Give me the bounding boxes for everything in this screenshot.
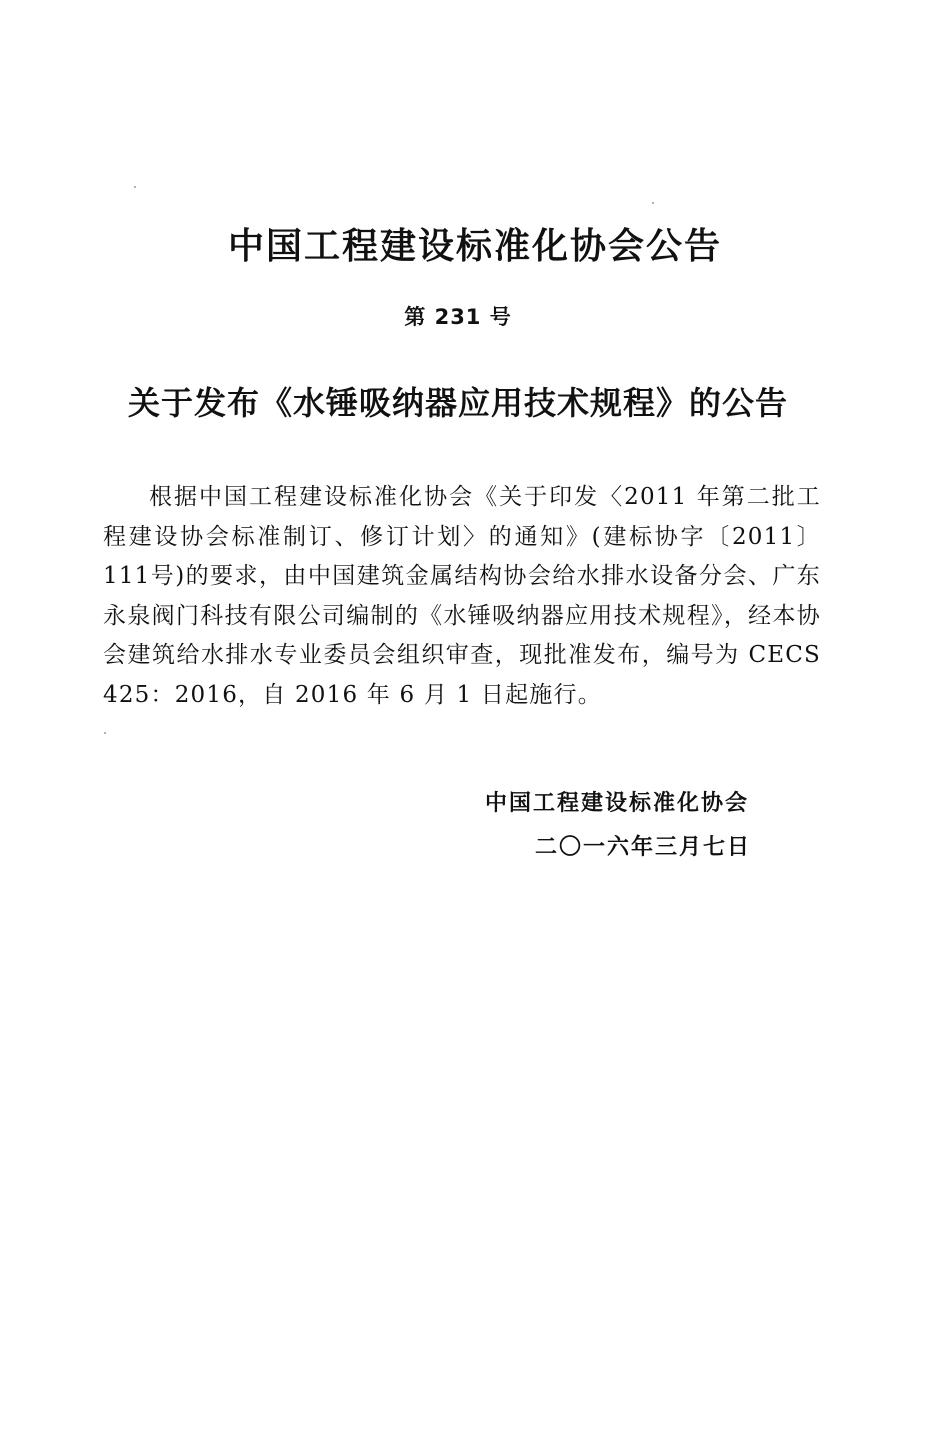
notice-number: 第 231 号 — [404, 305, 512, 329]
page-title: 中国工程建设标准化协会公告 — [227, 226, 722, 267]
scan-speck — [652, 202, 654, 204]
signature-date: 二〇一六年三月七日 — [535, 835, 752, 860]
notice-body: 根据中国工程建设标准化协会《关于印发〈2011 年第二批工程建设协会标准制订、修订计划〉的通知》(建标协字〔2011〕111号)的要求，由中国建筑金属结构协会给水排水设备分会、广东永泉阀门科技有限公司编制的《水锤吸纳器应用技术规程》，经本协会建筑给水排水专业委员会组织审查，现批准发布，编号为 CECS 425：2016，自 2016 年 6 月 1 日起施行。 — [103, 484, 821, 708]
notice-subject: 关于发布《水锤吸纳器应用技术规程》的公告 — [127, 384, 788, 422]
scan-speck — [134, 186, 136, 188]
signature-organization: 中国工程建设标准化协会 — [485, 791, 750, 816]
scan-speck — [104, 732, 106, 734]
